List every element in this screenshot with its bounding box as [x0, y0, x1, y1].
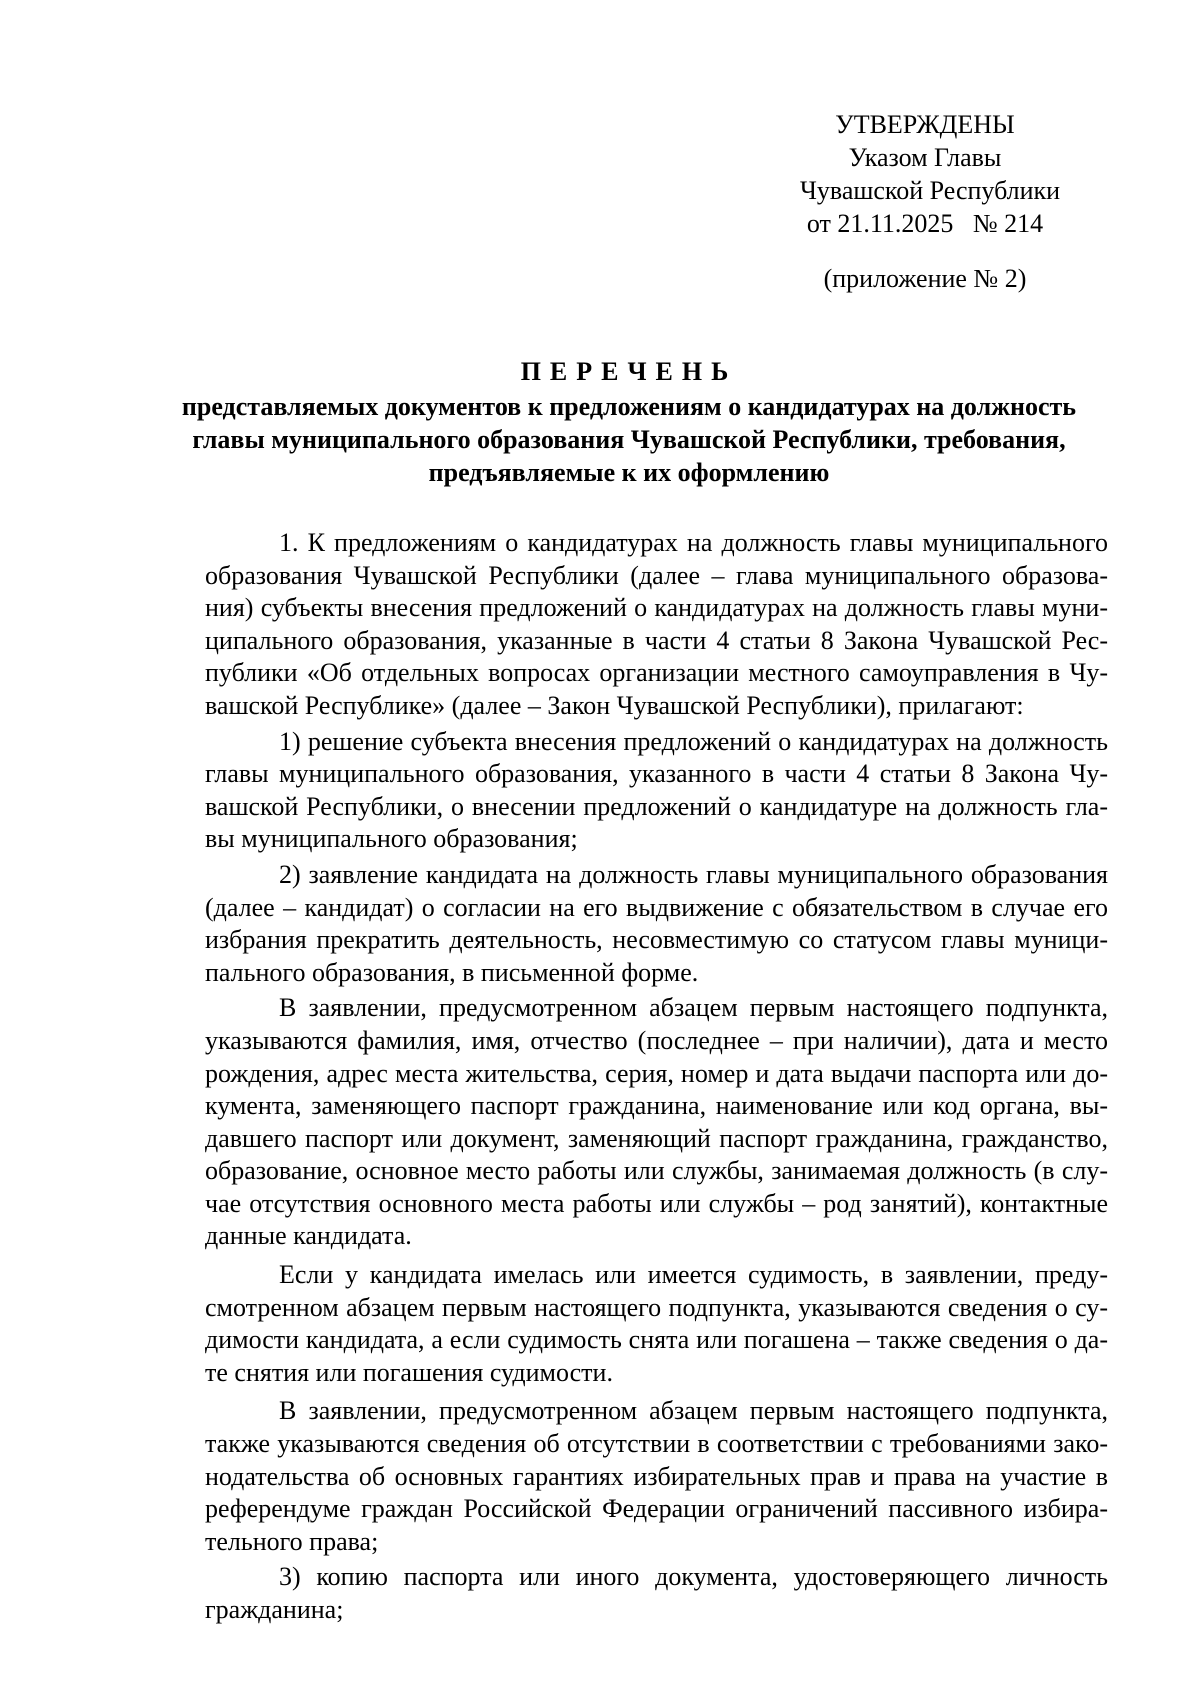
paragraph-line: вашской Республике» (далее – Закон Чувашской Республики), прилагают: [205, 690, 1024, 720]
approval-heading: УТВЕРЖДЕНЫ [835, 110, 1015, 139]
paragraph [205, 859, 1108, 989]
paragraph [205, 527, 1108, 723]
paragraph-line: указываются фамилия, имя, отчество (последнее – при наличии), дата и место [205, 1025, 1108, 1055]
paragraph-line: ния) субъекты внесения предложений о кандидатурах на должность главы муни- [205, 593, 1108, 623]
title-main: ПЕРЕЧЕНЬ [520, 357, 738, 386]
title-subtitle-line: главы муниципального образования Чувашской Республики, требования, [192, 425, 1066, 454]
appendix-label: (приложение № 2) [823, 264, 1027, 293]
approval-date-number: от 21.11.2025 № 214 [806, 209, 1044, 238]
paragraph-line: 1. К предложениям о кандидатурах на должность главы муниципального [279, 528, 1108, 557]
paragraph-line: также указываются сведения об отсутствии в соответствии с требованиями зако- [205, 1429, 1108, 1459]
paragraph-line: референдуме граждан Российской Федерации ограничений пассивного избира- [205, 1494, 1108, 1524]
paragraph [205, 726, 1108, 856]
paragraph-line: (далее – кандидат) о согласии на его выдвижение с обязательством в случае его [205, 892, 1108, 922]
paragraph-line: 3) копию паспорта или иного документа, удостоверяющего личность [279, 1562, 1108, 1592]
paragraph-line: ципального образования, указанные в части 4 статьи 8 Закона Чувашской Рес- [205, 625, 1108, 655]
paragraph-line: данные кандидата. [205, 1221, 412, 1251]
paragraph-line: те снятия или погашения судимости. [205, 1357, 613, 1387]
paragraph-line: вашской Республики, о внесении предложений о кандидатуре на должность гла- [205, 791, 1108, 821]
paragraph-line: 1) решение субъекта внесения предложений о кандидатурах на должность [279, 726, 1108, 756]
paragraph-line: избрания прекратить деятельность, несовместимую со статусом главы муници- [205, 925, 1108, 955]
paragraph [205, 992, 1108, 1253]
paragraph-line: нодательства об основных гарантиях избирательных прав и права на участие в [205, 1461, 1108, 1491]
approval-stamp [800, 108, 1061, 240]
title-subtitle-line: представляемых документов к предложениям о кандидатурах на должность [181, 392, 1077, 421]
paragraph [205, 1259, 1108, 1389]
document-title [150, 355, 1108, 489]
paragraph-line: Если у кандидата имелась или имеется судимость, в заявлении, преду- [279, 1260, 1108, 1290]
paragraph [205, 1561, 1108, 1626]
document-body [205, 527, 1108, 1627]
paragraph-line: кумента, заменяющего паспорт гражданина, наименование или код органа, вы- [205, 1091, 1108, 1121]
approval-authority: Указом Главы [848, 143, 1002, 172]
paragraph-line: давшего паспорт или документ, заменяющий паспорт гражданина, гражданство, [205, 1123, 1108, 1153]
paragraph-line: В заявлении, предусмотренном абзацем первым настоящего подпункта, [279, 993, 1108, 1023]
title-subtitle-line: предъявляемые к их оформлению [428, 458, 830, 487]
paragraph-line: чае отсутствия основного места работы или службы – род занятий), контактные [205, 1188, 1108, 1218]
paragraph-line: образование, основное место работы или службы, занимаемая должность (в слу- [205, 1156, 1108, 1186]
paragraph-line: пального образования, в письменной форме. [205, 957, 699, 987]
paragraph-line: образования Чувашской Республики (далее – глава муниципального образова- [205, 560, 1108, 590]
paragraph-line: 2) заявление кандидата на должность главы муниципального образования [279, 859, 1108, 889]
paragraph [205, 1395, 1108, 1558]
paragraph-line: смотренном абзацем первым настоящего подпункта, указываются сведения о су- [205, 1292, 1108, 1322]
paragraph-line: публики «Об отдельных вопросах организации местного самоуправления в Чу- [205, 658, 1108, 688]
title-subtitle [150, 390, 1108, 489]
paragraph-line: В заявлении, предусмотренном абзацем первым настоящего подпункта, [279, 1396, 1108, 1426]
paragraph-line: гражданина; [205, 1595, 344, 1624]
paragraph-line: главы муниципального образования, указанного в части 4 статьи 8 Закона Чу- [205, 759, 1108, 789]
paragraph-line: рождения, адрес места жительства, серия, номер и дата выдачи паспорта или до- [205, 1058, 1108, 1088]
paragraph-line: тельного права; [205, 1526, 379, 1556]
paragraph-line: вы муниципального образования; [205, 824, 578, 854]
approval-region: Чувашской Республики [800, 176, 1061, 205]
paragraph-line: димости кандидата, а если судимость снята или погашена – также сведения о да- [205, 1325, 1108, 1355]
